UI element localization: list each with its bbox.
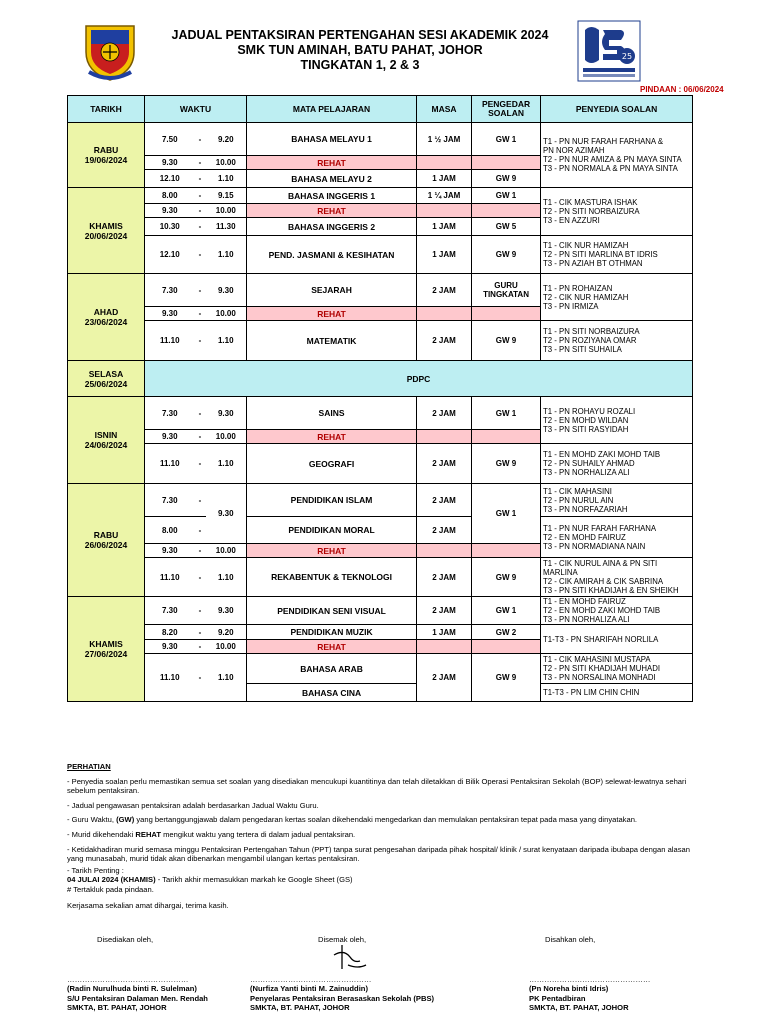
anniversary-25-logo-icon bbox=[577, 20, 641, 82]
time-dash-icon: - bbox=[195, 204, 206, 218]
col-header-tarikh: TARIKH bbox=[68, 96, 145, 123]
end-time: 11.30 bbox=[206, 218, 247, 236]
subject-cell: PENDIDIKAN ISLAM bbox=[247, 484, 417, 517]
note-2: - Jadual pengawasan pentaksiran adalah berdasarkan Jadual Waktu Guru. bbox=[67, 800, 319, 810]
end-time: 9.15 bbox=[206, 188, 247, 204]
start-time: 12.10 bbox=[145, 236, 195, 274]
table-row bbox=[68, 654, 693, 684]
signature-approved: Disahkan oleh, ………………………………………… (Pn Noreha binti Idris) PK Pentadbiran SMKTA, BT. PAHAT, JOHOR bbox=[529, 935, 651, 1013]
subject-cell: PENDIDIKAN MUZIK bbox=[247, 625, 417, 640]
signature-prepared: Disediakan oleh, ………………………………………… (Radin Nurulhuda binti R. Sulelman) S/U Pentaksiran Dalaman Men. Rendah SMKTA, BT. PAHAT, JOHOR bbox=[67, 935, 208, 1013]
pengedar-cell: GW 2 bbox=[472, 625, 541, 640]
time-dash-icon: - bbox=[195, 517, 206, 544]
start-time: 7.30 bbox=[145, 484, 195, 517]
col-header-masa: MASA bbox=[417, 96, 472, 123]
penyedia-cell: T1 - EN MOHD FAIRUZ T2 - EN MOHD ZAKI MOHD TAIB T3 - PN NORHALIZA ALI bbox=[541, 597, 693, 625]
end-time: 9.20 bbox=[206, 625, 247, 640]
end-time: 9.20 bbox=[206, 123, 247, 156]
pengedar-cell bbox=[472, 156, 541, 170]
start-time: 8.00 bbox=[145, 188, 195, 204]
pengedar-cell bbox=[472, 640, 541, 654]
end-time: 9.30 bbox=[206, 484, 247, 544]
pengedar-cell: GW 1 bbox=[472, 397, 541, 430]
end-time: 9.30 bbox=[206, 397, 247, 430]
end-time: 1.10 bbox=[206, 654, 247, 702]
pengedar-cell bbox=[472, 204, 541, 218]
start-time: 11.10 bbox=[145, 444, 195, 484]
table-row bbox=[68, 444, 693, 484]
end-time: 1.10 bbox=[206, 236, 247, 274]
start-time: 7.30 bbox=[145, 274, 195, 307]
penyedia-cell: T1 - CIK MASTURA ISHAK T2 - PN SITI NORBAIZURA T3 - EN AZZURI bbox=[541, 188, 693, 236]
time-dash-icon: - bbox=[195, 558, 206, 597]
title-line-1: JADUAL PENTAKSIRAN PERTENGAHAN SESI AKADEMIK 2024 bbox=[171, 28, 549, 42]
penyedia-cell: T1 - CIK NURUL AINA & PN SITI MARLINA T2 - CIK AMIRAH & CIK SABRINA T3 - PN SITI KHADIJAH & EN SHEIKH bbox=[541, 558, 693, 597]
penyedia-cell: T1-T3 - PN LIM CHIN CHIN bbox=[541, 684, 693, 702]
masa-cell: 2 JAM bbox=[417, 517, 472, 544]
end-time: 1.10 bbox=[206, 170, 247, 188]
start-time: 9.30 bbox=[145, 307, 195, 321]
time-dash-icon: - bbox=[195, 274, 206, 307]
time-dash-icon: - bbox=[195, 597, 206, 625]
end-time: 10.00 bbox=[206, 544, 247, 558]
important-dates-label: - Tarikh Penting : bbox=[67, 865, 124, 875]
masa-cell: 2 JAM bbox=[417, 444, 472, 484]
pengedar-cell bbox=[472, 430, 541, 444]
col-header-mata-pelajaran: MATA PELAJARAN bbox=[247, 96, 417, 123]
date-cell: SELASA 25/06/2024 bbox=[68, 361, 145, 397]
subject-cell: BAHASA MELAYU 1 bbox=[247, 123, 417, 156]
note-3: - Guru Waktu, (GW) yang bertanggungjawab dalam pengedaran kertas soalan dikehendaki mengedarkan dan memulakan pentaksiran tepat pada masa yang dinyatakan. bbox=[67, 815, 638, 825]
subject-cell: SEJARAH bbox=[247, 274, 417, 307]
subject-cell: PENDIDIKAN SENI VISUAL bbox=[247, 597, 417, 625]
title-line-3: TINGKATAN 1, 2 & 3 bbox=[300, 58, 420, 72]
table-row bbox=[68, 274, 693, 307]
time-dash-icon: - bbox=[195, 397, 206, 430]
start-time: 7.30 bbox=[145, 397, 195, 430]
start-time: 7.30 bbox=[145, 597, 195, 625]
end-time: 10.00 bbox=[206, 307, 247, 321]
time-dash-icon: - bbox=[195, 640, 206, 654]
penyedia-cell: T1 - CIK MAHASINI T2 - PN NURUL AIN T3 - PN NORFAZARIAH bbox=[541, 484, 693, 517]
pengedar-cell: GW 1 bbox=[472, 597, 541, 625]
end-time: 1.10 bbox=[206, 321, 247, 361]
pengedar-cell: GW 1 bbox=[472, 123, 541, 156]
subject-cell: BAHASA CINA bbox=[247, 684, 417, 702]
masa-cell: 2 JAM bbox=[417, 558, 472, 597]
start-time: 10.30 bbox=[145, 218, 195, 236]
note-5: - Ketidakhadiran murid semasa minggu Pentaksiran Pertengahan Tahun (PPT) tanpa surat pengesahan daripada pihak hospital/ klinik / surat kenyataan daripada ibubapa dengan alasan yang munasabah, murid tidak akan dibenarkan mengambil ulangan kertas pentaksiran. bbox=[67, 844, 690, 864]
time-dash-icon: - bbox=[195, 444, 206, 484]
pengedar-cell: GW 9 bbox=[472, 444, 541, 484]
masa-cell bbox=[417, 156, 472, 170]
time-dash-icon: - bbox=[195, 484, 206, 517]
time-dash-icon: - bbox=[195, 123, 206, 156]
pengedar-cell: GW 9 bbox=[472, 170, 541, 188]
col-header-waktu: WAKTU bbox=[145, 96, 247, 123]
table-row bbox=[68, 517, 693, 544]
masa-cell: 2 JAM bbox=[417, 597, 472, 625]
masa-cell: 1 ½ JAM bbox=[417, 123, 472, 156]
masa-cell: 2 JAM bbox=[417, 654, 472, 702]
table-row bbox=[68, 597, 693, 625]
penyedia-cell: T1 - PN SITI NORBAIZURA T2 - PN ROZIYANA OMAR T3 - PN SITI SUHAILA bbox=[541, 321, 693, 361]
time-dash-icon: - bbox=[195, 625, 206, 640]
subject-cell: BAHASA ARAB bbox=[247, 654, 417, 684]
masa-cell: 1 JAM bbox=[417, 218, 472, 236]
pengedar-cell bbox=[472, 307, 541, 321]
time-dash-icon: - bbox=[195, 218, 206, 236]
masa-cell bbox=[417, 430, 472, 444]
masa-cell bbox=[417, 640, 472, 654]
pengedar-cell: GW 9 bbox=[472, 558, 541, 597]
date-cell: KHAMIS 20/06/2024 bbox=[68, 188, 145, 274]
masa-cell bbox=[417, 307, 472, 321]
subject-cell-rehat: REHAT bbox=[247, 204, 417, 218]
notes-section bbox=[67, 762, 707, 915]
pengedar-cell: GW 9 bbox=[472, 654, 541, 702]
date-cell: RABU 19/06/2024 bbox=[68, 123, 145, 188]
masa-cell: 1 JAM bbox=[417, 625, 472, 640]
date-cell: AHAD 23/06/2024 bbox=[68, 274, 145, 361]
start-time: 9.30 bbox=[145, 640, 195, 654]
end-time: 1.10 bbox=[206, 558, 247, 597]
subject-cell: PEND. JASMANI & KESIHATAN bbox=[247, 236, 417, 274]
masa-cell: 1 JAM bbox=[417, 170, 472, 188]
masa-cell: 2 JAM bbox=[417, 321, 472, 361]
subject-cell: BAHASA INGGERIS 2 bbox=[247, 218, 417, 236]
start-time: 11.10 bbox=[145, 321, 195, 361]
table-row bbox=[68, 123, 693, 156]
pengedar-cell: GW 5 bbox=[472, 218, 541, 236]
masa-cell: 1 ¼ JAM bbox=[417, 188, 472, 204]
time-dash-icon: - bbox=[195, 188, 206, 204]
date-cell: ISNIN 24/06/2024 bbox=[68, 397, 145, 484]
end-time: 10.00 bbox=[206, 640, 247, 654]
svg-text:25: 25 bbox=[621, 52, 633, 61]
start-time: 7.50 bbox=[145, 123, 195, 156]
table-row bbox=[68, 321, 693, 361]
start-time: 11.10 bbox=[145, 654, 195, 702]
end-time: 1.10 bbox=[206, 444, 247, 484]
exam-schedule-table bbox=[67, 95, 693, 702]
start-time: 11.10 bbox=[145, 558, 195, 597]
table-row bbox=[68, 188, 693, 204]
start-time: 8.00 bbox=[145, 517, 195, 544]
pengedar-cell: GW 1 bbox=[472, 188, 541, 204]
subject-cell: PENDIDIKAN MORAL bbox=[247, 517, 417, 544]
masa-cell bbox=[417, 544, 472, 558]
subject-cell: SAINS bbox=[247, 397, 417, 430]
col-header-penyedia: PENYEDIA SOALAN bbox=[541, 96, 693, 123]
table-header-row bbox=[68, 96, 693, 123]
start-time: 12.10 bbox=[145, 170, 195, 188]
table-row bbox=[68, 625, 693, 640]
date-cell: RABU 26/06/2024 bbox=[68, 484, 145, 597]
penyedia-cell: T1 - EN MOHD ZAKI MOHD TAIB T2 - PN SUHAILY AHMAD T3 - PN NORHALIZA ALI bbox=[541, 444, 693, 484]
document-header bbox=[0, 0, 768, 95]
table-row bbox=[68, 397, 693, 430]
end-time: 10.00 bbox=[206, 156, 247, 170]
start-time: 9.30 bbox=[145, 544, 195, 558]
time-dash-icon: - bbox=[195, 544, 206, 558]
end-time: 9.30 bbox=[206, 597, 247, 625]
pengedar-cell: GW 1 bbox=[472, 484, 541, 544]
table-row bbox=[68, 361, 693, 397]
handwritten-signature-icon bbox=[330, 943, 370, 975]
table-row bbox=[68, 558, 693, 597]
penyedia-cell: T1-T3 - PN SHARIFAH NORLILA bbox=[541, 625, 693, 654]
masa-cell bbox=[417, 204, 472, 218]
school-crest-icon bbox=[81, 22, 139, 82]
masa-cell: 2 JAM bbox=[417, 397, 472, 430]
pengedar-cell: GURU TINGKATAN bbox=[472, 274, 541, 307]
penyedia-cell: T1 - PN NUR FARAH FARHANA T2 - EN MOHD FAIRUZ T3 - PN NORMADIANA NAIN bbox=[541, 517, 693, 558]
time-dash-icon: - bbox=[195, 236, 206, 274]
penyedia-cell: T1 - CIK NUR HAMIZAH T2 - PN SITI MARLINA BT IDRIS T3 - PN AZIAH BT OTHMAN bbox=[541, 236, 693, 274]
time-dash-icon: - bbox=[195, 307, 206, 321]
subject-cell: BAHASA INGGERIS 1 bbox=[247, 188, 417, 204]
title-line-2: SMK TUN AMINAH, BATU PAHAT, JOHOR bbox=[237, 43, 483, 57]
subject-cell-rehat: REHAT bbox=[247, 640, 417, 654]
thanks-note: Kerjasama sekalian amat dihargai, terima kasih. bbox=[67, 900, 229, 910]
masa-cell: 2 JAM bbox=[417, 274, 472, 307]
amendment-note: # Tertakluk pada pindaan. bbox=[67, 884, 154, 894]
start-time: 8.20 bbox=[145, 625, 195, 640]
start-time: 9.30 bbox=[145, 430, 195, 444]
amendment-date: PINDAAN : 06/06/2024 bbox=[640, 85, 724, 94]
penyedia-cell: T1 - CIK MAHASINI MUSTAPA T2 - PN SITI KHADIJAH MUHADI T3 - PN NORSALINA MONHADI bbox=[541, 654, 693, 684]
col-header-pengedar: PENGEDAR SOALAN bbox=[472, 96, 541, 123]
pdpc-cell: PDPC bbox=[145, 361, 693, 397]
end-time: 10.00 bbox=[206, 430, 247, 444]
pengedar-cell bbox=[472, 544, 541, 558]
subject-cell: REKABENTUK & TEKNOLOGI bbox=[247, 558, 417, 597]
signature-reviewed: Disemak oleh, ………………………………………… (Nurfiza Yanti binti M. Zainuddin) Penyelaras Pentaksiran Berasaskan Sekolah (PBS) SMKTA, BT. PAHAT, JOHOR bbox=[250, 935, 435, 1013]
important-date-1: 04 JULAI 2024 (KHAMIS) - Tarikh akhir memasukkan markah ke Google Sheet (GS) bbox=[67, 875, 353, 885]
date-cell: KHAMIS 27/06/2024 bbox=[68, 597, 145, 702]
table-row bbox=[68, 236, 693, 274]
subject-cell-rehat: REHAT bbox=[247, 156, 417, 170]
notes-heading: PERHATIAN bbox=[67, 762, 111, 771]
table-row bbox=[68, 484, 693, 517]
time-dash-icon: - bbox=[195, 156, 206, 170]
masa-cell: 1 JAM bbox=[417, 236, 472, 274]
subject-cell: MATEMATIK bbox=[247, 321, 417, 361]
masa-cell: 2 JAM bbox=[417, 484, 472, 517]
subject-cell-rehat: REHAT bbox=[247, 307, 417, 321]
subject-cell-rehat: REHAT bbox=[247, 430, 417, 444]
time-dash-icon: - bbox=[195, 654, 206, 702]
pengedar-cell: GW 9 bbox=[472, 236, 541, 274]
time-dash-icon: - bbox=[195, 430, 206, 444]
end-time: 10.00 bbox=[206, 204, 247, 218]
end-time: 9.30 bbox=[206, 274, 247, 307]
time-dash-icon: - bbox=[195, 321, 206, 361]
note-1: - Penyedia soalan perlu memastikan semua set soalan yang disediakan mencukupi kuantitinya dan telah diletakkan di Bilik Operasi Pentaksiran Sekolah (BOP) selewat-lewatnya sehari sebelum pentaksiran. bbox=[67, 776, 687, 796]
penyedia-cell: T1 - PN ROHAYU ROZALI T2 - EN MOHD WILDAN T3 - PN SITI RASYIDAH bbox=[541, 397, 693, 444]
subject-cell-rehat: REHAT bbox=[247, 544, 417, 558]
subject-cell: BAHASA MELAYU 2 bbox=[247, 170, 417, 188]
subject-cell: GEOGRAFI bbox=[247, 444, 417, 484]
penyedia-cell: T1 - PN NUR FARAH FARHANA & PN NOR AZIMAH T2 - PN NUR AMIZA & PN MAYA SINTA T3 - PN NORMALA & PN MAYA SINTA bbox=[541, 123, 693, 188]
pengedar-cell: GW 9 bbox=[472, 321, 541, 361]
penyedia-cell: T1 - PN ROHAIZAN T2 - CIK NUR HAMIZAH T3 - PN IRMIZA bbox=[541, 274, 693, 321]
start-time: 9.30 bbox=[145, 204, 195, 218]
start-time: 9.30 bbox=[145, 156, 195, 170]
time-dash-icon: - bbox=[195, 170, 206, 188]
note-4: - Murid dikehendaki REHAT mengikut waktu yang tertera di dalam jadual pentaksiran. bbox=[67, 829, 356, 839]
